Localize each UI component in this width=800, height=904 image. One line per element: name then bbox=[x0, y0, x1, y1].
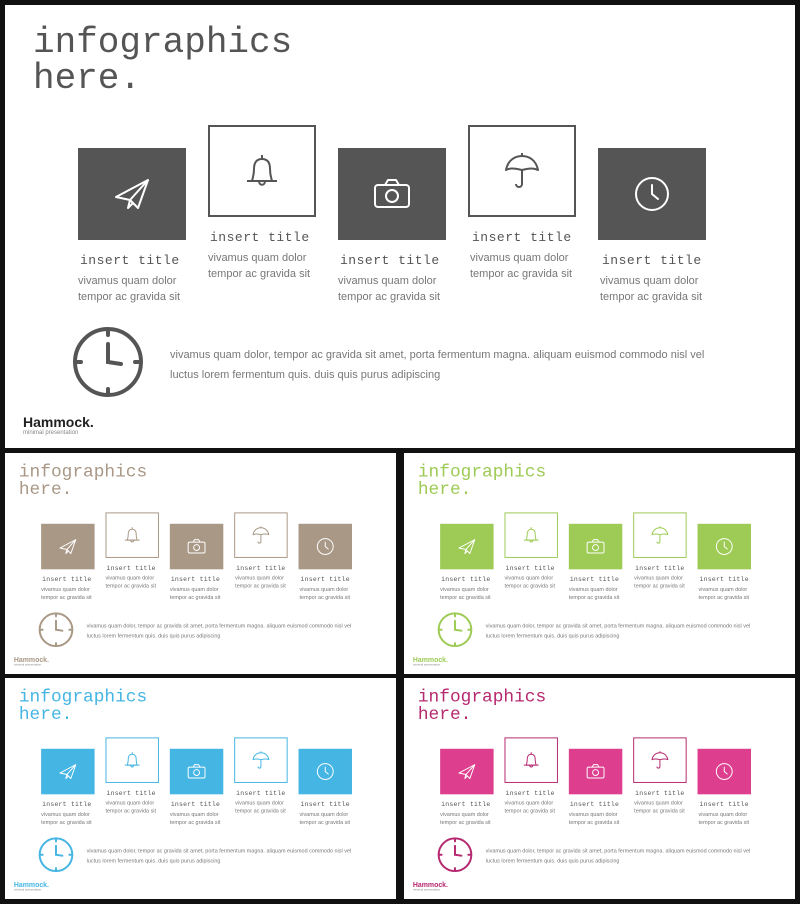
column-2-title: insert title bbox=[210, 230, 310, 245]
column-1-text: vivamus quam dolor tempor ac gravida sit bbox=[440, 811, 491, 826]
column-4-text: vivamus quam dolor tempor ac gravida sit bbox=[235, 800, 286, 815]
bottom-paragraph: vivamus quam dolor, tempor ac gravida sit amet, porta fermentum magna. aliquam euismod commodo nisl vel luctus lorem fermentum quis. duis quis purus adipiscing bbox=[485, 848, 751, 865]
large-clock bbox=[38, 836, 75, 873]
tile-umbrella bbox=[234, 737, 287, 783]
clock-icon bbox=[437, 611, 474, 648]
camera-icon bbox=[584, 535, 607, 558]
large-clock bbox=[38, 611, 75, 648]
column-4-title: insert title bbox=[635, 789, 685, 797]
tile-paper-plane bbox=[41, 524, 94, 570]
slide-green bbox=[404, 453, 795, 674]
column-5-title: insert title bbox=[300, 575, 350, 584]
slide-content bbox=[5, 678, 396, 897]
paper-plane-icon bbox=[109, 171, 155, 217]
hammock-logo bbox=[14, 881, 49, 892]
column-3-title: insert title bbox=[170, 800, 221, 809]
column-4-title: insert title bbox=[236, 564, 286, 572]
clock-icon bbox=[314, 535, 337, 558]
title-line-1: infographics bbox=[417, 686, 547, 707]
title-line-2: here. bbox=[417, 479, 472, 500]
tile-paper-plane bbox=[440, 524, 493, 570]
tile-camera bbox=[170, 524, 223, 570]
large-clock bbox=[71, 325, 145, 399]
tile-camera bbox=[170, 749, 223, 795]
title-line-1: infographics bbox=[18, 686, 148, 707]
tile-camera bbox=[569, 749, 622, 795]
slide-content bbox=[5, 5, 795, 448]
column-4-title: insert title bbox=[472, 230, 572, 245]
column-1-title: insert title bbox=[80, 253, 180, 268]
hammock-logo bbox=[413, 881, 448, 892]
umbrella-icon bbox=[649, 749, 672, 772]
camera-icon bbox=[369, 171, 415, 217]
column-2-text: vivamus quam dolor tempor ac gravida sit bbox=[105, 575, 157, 590]
hammock-logo bbox=[413, 656, 448, 667]
column-4-text: vivamus quam dolor tempor ac gravida sit bbox=[634, 575, 685, 590]
logo-name: Hammock. bbox=[412, 655, 448, 664]
slide-title bbox=[19, 688, 147, 724]
column-5-text: vivamus quam dolor tempor ac gravida sit bbox=[698, 586, 750, 601]
tile-bell bbox=[105, 512, 158, 558]
column-1-text: vivamus quam dolor tempor ac gravida sit bbox=[78, 275, 181, 303]
paper-plane-icon bbox=[455, 760, 478, 783]
logo-name: Hammock. bbox=[13, 655, 49, 664]
paper-plane-icon bbox=[455, 535, 478, 558]
tile-clock bbox=[598, 148, 706, 240]
column-2-text: vivamus quam dolor tempor ac gravida sit bbox=[504, 575, 556, 590]
tile-clock bbox=[698, 749, 751, 795]
column-2-text: vivamus quam dolor tempor ac gravida sit bbox=[504, 800, 556, 815]
slide-content bbox=[5, 453, 396, 672]
bell-icon bbox=[520, 749, 543, 772]
tile-paper-plane bbox=[41, 749, 94, 795]
column-5-text: vivamus quam dolor tempor ac gravida sit bbox=[600, 275, 703, 303]
column-2-title: insert title bbox=[505, 564, 555, 572]
logo-tagline: minimal presentation bbox=[412, 663, 441, 667]
bell-icon bbox=[121, 524, 144, 547]
column-3-text: vivamus quam dolor tempor ac gravida sit bbox=[169, 586, 221, 601]
slide-pink bbox=[404, 678, 795, 899]
tile-clock bbox=[299, 749, 352, 795]
slide-blue bbox=[5, 678, 396, 899]
clock-icon bbox=[38, 836, 75, 873]
column-1-text: vivamus quam dolor tempor ac gravida sit bbox=[41, 811, 92, 826]
tile-camera bbox=[338, 148, 446, 240]
column-3-title: insert title bbox=[340, 253, 440, 268]
title-line-2: here. bbox=[33, 58, 142, 99]
column-3-text: vivamus quam dolor tempor ac gravida sit bbox=[568, 586, 620, 601]
camera-icon bbox=[185, 535, 208, 558]
tile-paper-plane bbox=[440, 749, 493, 795]
column-5-text: vivamus quam dolor tempor ac gravida sit bbox=[698, 811, 750, 826]
column-3-title: insert title bbox=[569, 800, 620, 809]
title-line-2: here. bbox=[417, 704, 472, 725]
umbrella-icon bbox=[499, 148, 545, 194]
column-5-title: insert title bbox=[699, 800, 749, 809]
logo-tagline: minimal presentation bbox=[23, 430, 79, 436]
camera-icon bbox=[584, 760, 607, 783]
title-line-2: here. bbox=[18, 479, 73, 500]
slide-title bbox=[418, 688, 546, 724]
slide-title bbox=[33, 22, 293, 99]
column-2-title: insert title bbox=[106, 564, 156, 572]
slide-content bbox=[404, 678, 795, 897]
tile-bell bbox=[105, 737, 158, 783]
column-4-title: insert title bbox=[236, 789, 286, 797]
hammock-logo bbox=[23, 415, 94, 437]
title-line-1: infographics bbox=[18, 461, 148, 482]
column-5-title: insert title bbox=[602, 253, 702, 268]
clock-icon bbox=[713, 760, 736, 783]
column-1-title: insert title bbox=[42, 575, 92, 584]
clock-icon bbox=[629, 171, 675, 217]
logo-name: Hammock. bbox=[13, 880, 49, 889]
bottom-paragraph: vivamus quam dolor, tempor ac gravida sit amet, porta fermentum magna. aliquam euismod commodo nisl vel luctus lorem fermentum quis. duis quis purus adipiscing bbox=[86, 848, 352, 865]
slide-tan bbox=[5, 453, 396, 674]
column-5-text: vivamus quam dolor tempor ac gravida sit bbox=[299, 586, 351, 601]
tile-paper-plane bbox=[78, 148, 186, 240]
logo-tagline: minimal presentation bbox=[412, 888, 441, 892]
tile-umbrella bbox=[633, 737, 686, 783]
camera-icon bbox=[185, 760, 208, 783]
paper-plane-icon bbox=[56, 760, 79, 783]
hammock-logo bbox=[14, 656, 49, 667]
tile-umbrella bbox=[633, 512, 686, 558]
logo-tagline: minimal presentation bbox=[13, 663, 42, 667]
bell-icon bbox=[121, 749, 144, 772]
large-clock bbox=[437, 836, 474, 873]
column-3-title: insert title bbox=[569, 575, 620, 584]
slide-content bbox=[404, 453, 795, 672]
column-2-text: vivamus quam dolor tempor ac gravida sit bbox=[208, 252, 311, 280]
umbrella-icon bbox=[250, 524, 273, 547]
bottom-paragraph: vivamus quam dolor, tempor ac gravida sit amet, porta fermentum magna. aliquam euismod commodo nisl vel luctus lorem fermentum quis. duis quis purus adipiscing bbox=[170, 349, 705, 381]
title-line-2: here. bbox=[18, 704, 73, 725]
tile-bell bbox=[208, 125, 316, 217]
column-5-title: insert title bbox=[300, 800, 350, 809]
column-3-text: vivamus quam dolor tempor ac gravida sit bbox=[338, 275, 441, 303]
column-5-title: insert title bbox=[699, 575, 749, 584]
column-5-text: vivamus quam dolor tempor ac gravida sit bbox=[299, 811, 351, 826]
clock-icon bbox=[713, 535, 736, 558]
logo-name: Hammock. bbox=[412, 880, 448, 889]
paper-plane-icon bbox=[56, 535, 79, 558]
tile-camera bbox=[569, 524, 622, 570]
tile-bell bbox=[504, 737, 557, 783]
large-clock bbox=[437, 611, 474, 648]
title-line-1: infographics bbox=[417, 461, 547, 482]
column-3-text: vivamus quam dolor tempor ac gravida sit bbox=[568, 811, 620, 826]
logo-name: Hammock. bbox=[23, 414, 94, 430]
umbrella-icon bbox=[250, 749, 273, 772]
clock-icon bbox=[437, 836, 474, 873]
tile-clock bbox=[698, 524, 751, 570]
umbrella-icon bbox=[649, 524, 672, 547]
slide-title bbox=[19, 463, 147, 499]
column-1-text: vivamus quam dolor tempor ac gravida sit bbox=[41, 586, 92, 601]
tile-umbrella bbox=[234, 512, 287, 558]
column-2-title: insert title bbox=[505, 789, 555, 797]
column-2-text: vivamus quam dolor tempor ac gravida sit bbox=[105, 800, 157, 815]
column-4-text: vivamus quam dolor tempor ac gravida sit bbox=[470, 252, 573, 280]
bell-icon bbox=[239, 148, 285, 194]
column-1-title: insert title bbox=[441, 800, 491, 809]
column-2-title: insert title bbox=[106, 789, 156, 797]
column-1-title: insert title bbox=[42, 800, 92, 809]
column-3-text: vivamus quam dolor tempor ac gravida sit bbox=[169, 811, 221, 826]
column-4-text: vivamus quam dolor tempor ac gravida sit bbox=[235, 575, 286, 590]
clock-icon bbox=[38, 611, 75, 648]
column-1-text: vivamus quam dolor tempor ac gravida sit bbox=[440, 586, 491, 601]
clock-icon bbox=[314, 760, 337, 783]
bell-icon bbox=[520, 524, 543, 547]
bottom-paragraph: vivamus quam dolor, tempor ac gravida sit amet, porta fermentum magna. aliquam euismod commodo nisl vel luctus lorem fermentum quis. duis quis purus adipiscing bbox=[485, 623, 751, 640]
slide-title bbox=[418, 463, 546, 499]
tile-bell bbox=[504, 512, 557, 558]
bottom-paragraph: vivamus quam dolor, tempor ac gravida sit amet, porta fermentum magna. aliquam euismod commodo nisl vel luctus lorem fermentum quis. duis quis purus adipiscing bbox=[86, 623, 352, 640]
column-4-text: vivamus quam dolor tempor ac gravida sit bbox=[634, 800, 685, 815]
tile-clock bbox=[299, 524, 352, 570]
title-line-1: infographics bbox=[33, 22, 293, 63]
column-4-title: insert title bbox=[635, 564, 685, 572]
clock-icon bbox=[71, 325, 145, 399]
slide-gray-large bbox=[5, 5, 795, 448]
logo-tagline: minimal presentation bbox=[13, 888, 42, 892]
tile-umbrella bbox=[468, 125, 576, 217]
column-3-title: insert title bbox=[170, 575, 221, 584]
column-1-title: insert title bbox=[441, 575, 491, 584]
